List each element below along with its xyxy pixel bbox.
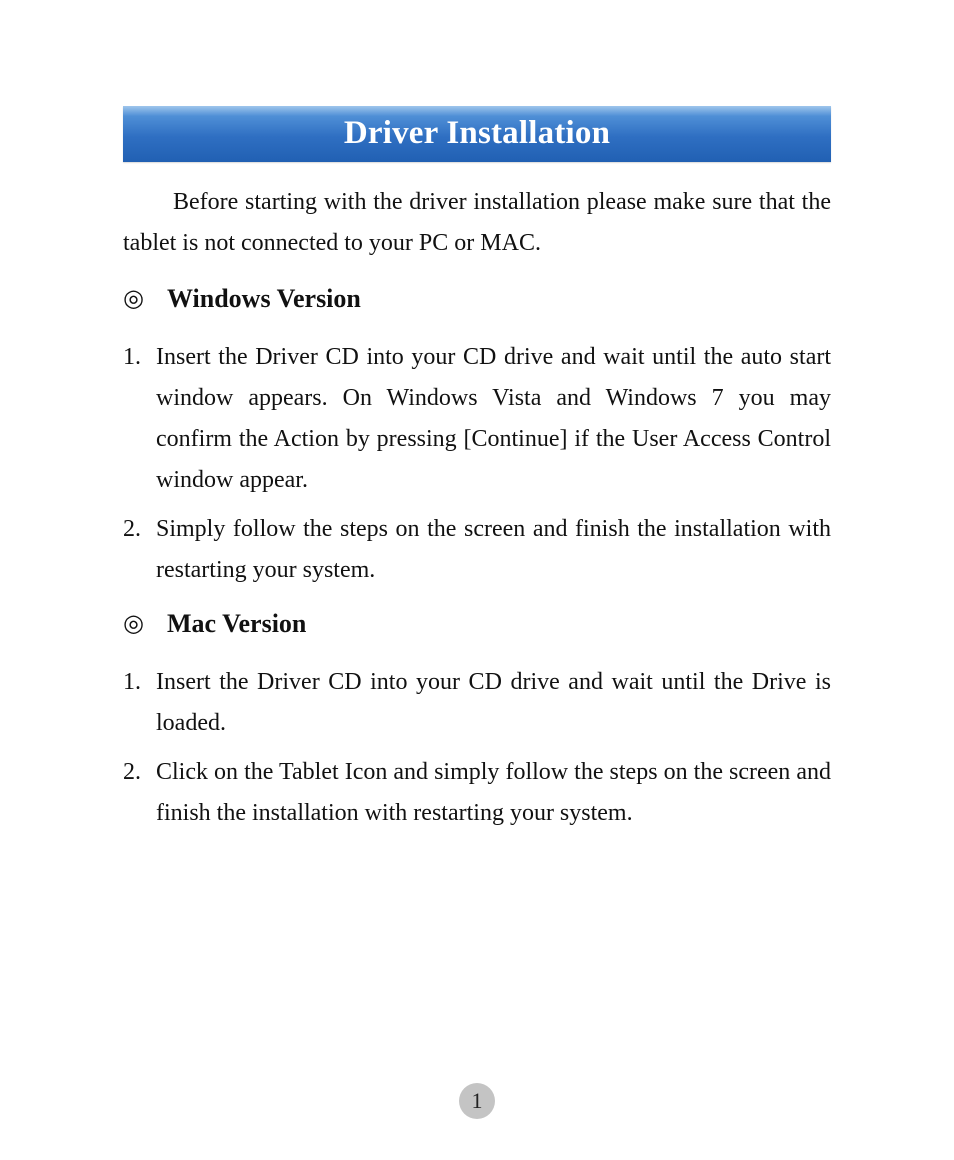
windows-steps-list [123, 337, 831, 599]
double-circle-bullet-icon: ◎ [123, 611, 144, 637]
list-item-number: 1. [123, 669, 141, 695]
list-item-number: 1. [123, 344, 141, 370]
intro-paragraph: Before starting with the driver installation please make sure that the tablet is not connected to your PC or MAC. [123, 189, 831, 256]
list-item-text: Insert the Driver CD into your CD drive and wait until the Drive is loaded. [156, 669, 831, 736]
list-item-text: Insert the Driver CD into your CD drive and wait until the auto start window appears. On Windows Vista and Windows 7 you may confirm the Action by pressing [Continue] if the User Access Control window appear. [156, 344, 831, 493]
windows-version-heading [123, 284, 831, 314]
list-item [123, 337, 831, 501]
list-item-number: 2. [123, 759, 141, 785]
list-item [123, 509, 831, 591]
double-circle-bullet-icon: ◎ [123, 286, 144, 312]
page-title: Driver Installation [343, 114, 611, 151]
list-item-text: Simply follow the steps on the screen and finish the installation with restarting your system. [156, 516, 831, 583]
list-item [123, 662, 831, 744]
mac-version-title: Mac Version [167, 609, 307, 638]
page-number-badge [459, 1083, 495, 1119]
mac-steps-list [123, 662, 831, 842]
page-number: 1 [471, 1088, 483, 1113]
title-bar [123, 106, 831, 162]
mac-version-heading [123, 609, 831, 639]
list-item-number: 2. [123, 516, 141, 542]
windows-version-title: Windows Version [167, 284, 361, 313]
list-item-text: Click on the Tablet Icon and simply follow the steps on the screen and finish the installation with restarting your system. [156, 759, 831, 826]
list-item [123, 752, 831, 834]
